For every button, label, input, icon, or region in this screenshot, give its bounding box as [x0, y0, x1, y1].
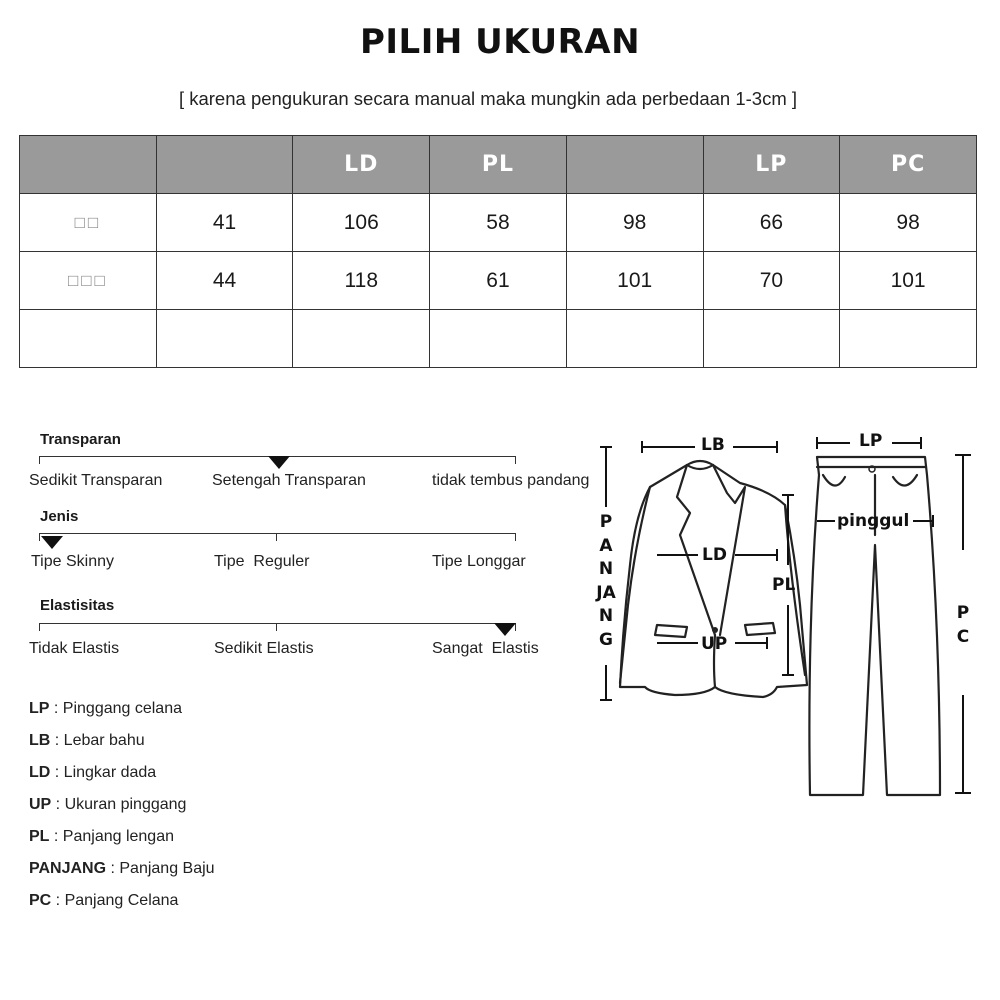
lp-label: LP: [859, 431, 883, 451]
scale-label: Tipe Skinny: [31, 553, 114, 570]
table-header-cell: LD: [293, 136, 430, 194]
table-cell-size: □□□: [20, 252, 157, 310]
scale-line: [39, 623, 516, 624]
pc-label: PC: [956, 603, 970, 647]
table-header-cell: LP: [703, 136, 840, 194]
pl-label: PL: [772, 575, 796, 595]
size-table: [19, 135, 977, 368]
table-cell: [703, 310, 840, 368]
table-row: [20, 310, 977, 368]
scale-label: Tipe Reguler: [214, 553, 310, 570]
up-label: UP: [701, 634, 728, 654]
scale-jenis: [0, 508, 600, 578]
scale-label: Sangat Elastis: [432, 640, 539, 657]
scale-title: Transparan: [40, 431, 121, 448]
table-header-cell: [20, 136, 157, 194]
scale-title: Elastisitas: [40, 597, 115, 614]
table-cell: [156, 310, 293, 368]
table-cell: 41: [156, 194, 293, 252]
table-cell: 101: [840, 252, 977, 310]
legend-key: LB: [29, 732, 51, 749]
legend-key: LD: [29, 764, 51, 781]
scale-tick: [39, 456, 40, 464]
selected-marker-icon: [268, 456, 290, 469]
table-header-cell: [566, 136, 703, 194]
scale-title: Jenis: [40, 508, 79, 525]
legend-key: PL: [29, 828, 50, 845]
table-cell: 106: [293, 194, 430, 252]
legend-text: : Lebar bahu: [50, 732, 145, 749]
legend-text: : Pinggang celana: [49, 700, 182, 717]
table-cell: 118: [293, 252, 430, 310]
table-header-cell: PL: [430, 136, 567, 194]
scale-tick: [515, 456, 516, 464]
table-cell: 44: [156, 252, 293, 310]
table-header-row: [20, 136, 977, 194]
scale-tick: [276, 533, 277, 541]
pants-pocket-left: [823, 475, 845, 486]
scale-tick: [39, 533, 40, 541]
suit-measurement-figure: [595, 425, 990, 925]
lb-label: LB: [701, 435, 725, 455]
legend-key: LP: [29, 700, 50, 717]
scale-tick: [39, 623, 40, 631]
page-title: PILIH UKURAN: [359, 22, 641, 62]
scale-tick: [276, 623, 277, 631]
table-cell: 70: [703, 252, 840, 310]
table-cell: 98: [566, 194, 703, 252]
table-cell: 101: [566, 252, 703, 310]
scale-label: Sedikit Transparan: [29, 472, 163, 489]
table-cell: [840, 310, 977, 368]
table-cell: [20, 310, 157, 368]
table-row: [20, 194, 977, 252]
jacket-collar: [687, 465, 713, 469]
pants-pocket-right: [893, 475, 917, 486]
scale-label: Setengah Transparan: [212, 472, 366, 489]
selected-marker-icon: [494, 623, 516, 636]
table-cell: [430, 310, 567, 368]
legend-key: PANJANG: [29, 860, 107, 877]
scale-label: Tipe Longgar: [432, 553, 526, 570]
scale-label: Tidak Elastis: [29, 640, 120, 657]
jacket-button: [712, 627, 718, 633]
table-row: [20, 252, 977, 310]
legend-text: : Panjang Celana: [51, 892, 179, 909]
legend-key: PC: [29, 892, 52, 909]
table-cell: 66: [703, 194, 840, 252]
legend-item: [29, 860, 215, 892]
table-cell: 98: [840, 194, 977, 252]
legend-item: [29, 732, 215, 764]
scale-transparan: [0, 431, 600, 501]
legend-item: [29, 796, 215, 828]
jacket-pocket-right: [745, 623, 775, 635]
panjang-label: PANJANG: [596, 512, 616, 650]
table-header-cell: [156, 136, 293, 194]
table-cell: [293, 310, 430, 368]
legend-item: [29, 892, 215, 924]
table-cell: 58: [430, 194, 567, 252]
legend-item: [29, 764, 215, 796]
pinggul-label: pinggul: [837, 511, 910, 531]
ld-label: LD: [702, 545, 727, 565]
jacket-sleeve-left: [620, 487, 650, 683]
scale-elastisitas: [0, 597, 600, 667]
table-header-cell: PC: [840, 136, 977, 194]
legend-text: : Ukuran pinggang: [51, 796, 187, 813]
legend-key: UP: [29, 796, 52, 813]
legend-item: [29, 828, 215, 860]
page-subtitle: [ karena pengukuran secara manual maka mungkin ada perbedaan 1-3cm ]: [178, 88, 798, 109]
scale-tick: [515, 533, 516, 541]
legend-text: : Panjang Baju: [106, 860, 215, 877]
measurement-legend: [29, 700, 215, 924]
scale-label: Sedikit Elastis: [214, 640, 314, 657]
legend-text: : Panjang lengan: [49, 828, 174, 845]
jacket-pocket-left: [655, 625, 687, 637]
scale-line: [39, 533, 516, 534]
legend-item: [29, 700, 215, 732]
table-cell: [566, 310, 703, 368]
table-cell-size: □□: [20, 194, 157, 252]
legend-text: : Lingkar dada: [50, 764, 157, 781]
table-cell: 61: [430, 252, 567, 310]
suit-illustration: [595, 425, 990, 925]
scale-label: tidak tembus pandang: [432, 472, 590, 489]
selected-marker-icon: [41, 536, 63, 549]
